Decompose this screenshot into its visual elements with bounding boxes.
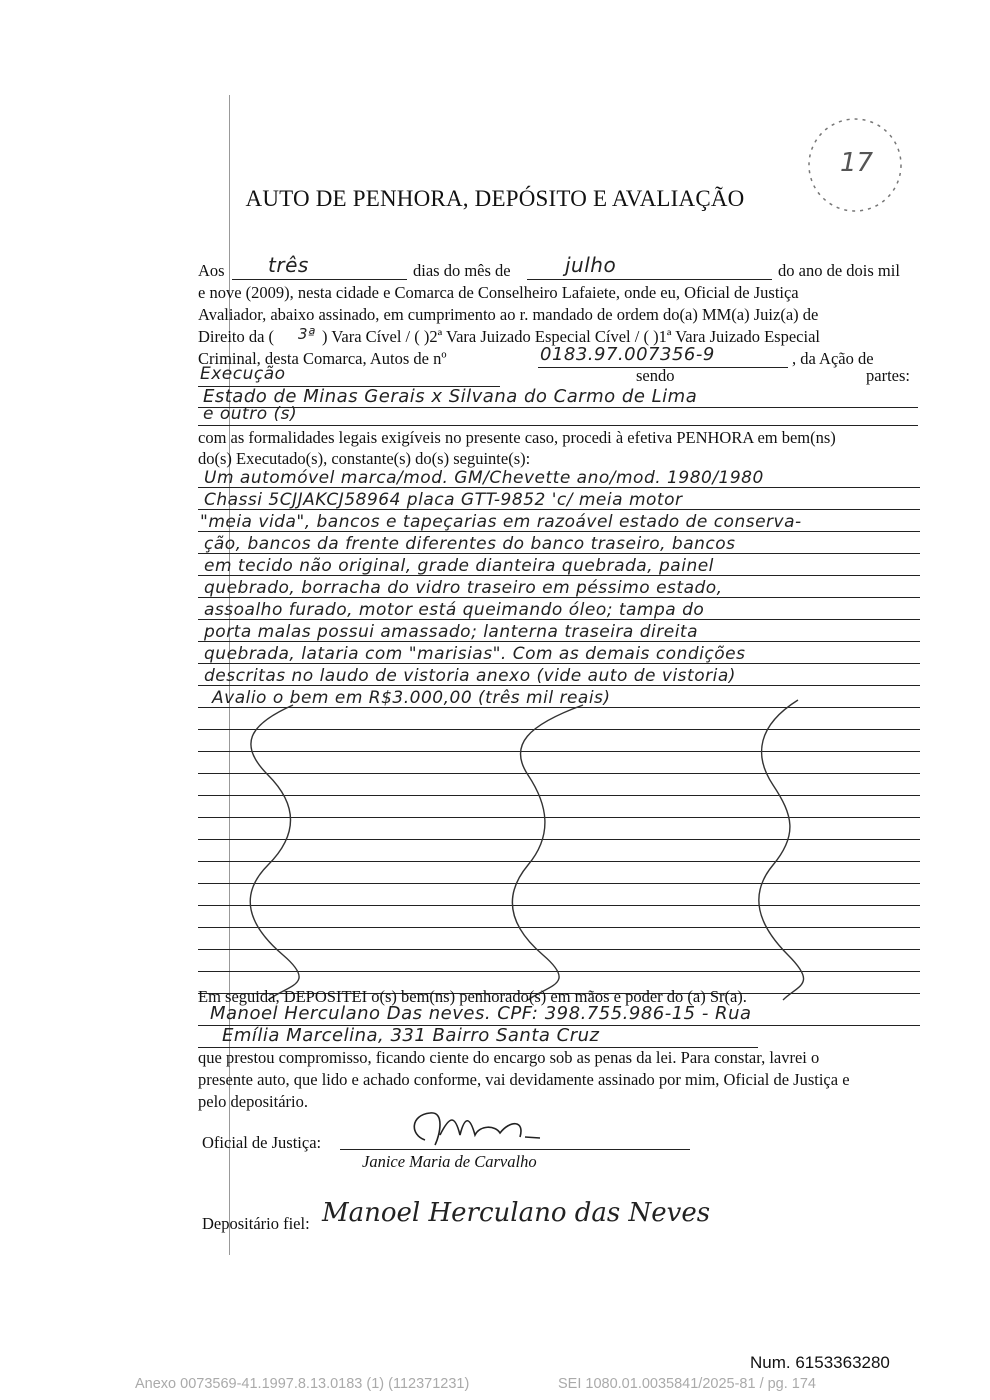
- acao-handwritten: Execução: [200, 364, 286, 384]
- description-lines: [198, 465, 920, 1005]
- p1-line5a: Criminal, desta Comarca, Autos de nº: [198, 349, 447, 368]
- ano-label: do ano de dois mil: [778, 261, 900, 280]
- desc-line: assoalho furado, motor está queimando óleo; tampa do: [204, 600, 705, 620]
- partes-handwritten-1: Estado de Minas Gerais x Silvana do Carmo de Lima: [203, 386, 698, 407]
- sendo-label: sendo: [636, 366, 675, 385]
- p3-line3: presente auto, que lido e achado conforme, vai devidamente assinado por mim, Oficial de Justiça e: [198, 1070, 850, 1089]
- p2-line1: com as formalidades legais exigíveis no presente caso, procedi à efetiva PENHORA em bem(ns): [198, 428, 836, 447]
- depositario-signature: Manoel Herculano das Neves: [322, 1198, 711, 1228]
- oficial-name: Janice Maria de Carvalho: [362, 1152, 537, 1171]
- day-handwritten: três: [268, 253, 309, 277]
- partes-handwritten-2: e outro (s): [203, 404, 298, 424]
- p3-line2: que prestou compromisso, ficando ciente do encargo sob as penas da lei. Para constar, lavrei o: [198, 1048, 820, 1067]
- page-title: AUTO DE PENHORA, DEPÓSITO E AVALIAÇÃO: [245, 186, 745, 211]
- p1-line4a: Direito da (: [198, 327, 275, 346]
- desc-line: ção, bancos da frente diferentes do banco traseiro, bancos: [204, 534, 736, 554]
- depositario-handwritten-1: Manoel Herculano Das neves. CPF: 398.755.986-15 - Rua: [210, 1003, 752, 1024]
- p2-line2: do(s) Executado(s), constante(s) do(s) seguinte(s):: [198, 449, 531, 468]
- depositario-label: Depositário fiel:: [202, 1214, 310, 1233]
- partes-label: partes:: [866, 366, 910, 385]
- footer-anexo: Anexo 0073569-41.1997.8.13.0183 (1) (112371231): [135, 1376, 470, 1392]
- p1-line5b: , da Ação de: [792, 349, 874, 368]
- document-number: Num. 6153363280: [750, 1353, 890, 1372]
- p3-line1: Em seguida, DEPOSITEI o(s) bem(ns) penhorado(s) em mãos e poder do (a) Sr(a).: [198, 987, 747, 1006]
- month-handwritten: julho: [565, 253, 617, 277]
- stamp-number: 17: [840, 148, 874, 178]
- oficial-signature-icon: [400, 1105, 550, 1155]
- desc-line: quebrado, borracha do vidro traseiro em péssimo estado,: [204, 578, 723, 598]
- cancel-strokes: [198, 695, 920, 1005]
- desc-line: "meia vida", bancos e tapeçarias em razoável estado de conserva-: [200, 512, 802, 532]
- aos-label: Aos: [198, 261, 225, 280]
- dias-mes-label: dias do mês de: [413, 261, 511, 280]
- vara-handwritten: 3ª: [298, 325, 316, 343]
- desc-line: quebrada, lataria com "marisias". Com as demais condições: [204, 644, 746, 664]
- oficial-label: Oficial de Justiça:: [202, 1133, 322, 1152]
- desc-line: porta malas possui amassado; lanterna traseira direita: [204, 622, 699, 642]
- footer-sei: SEI 1080.01.0035841/2025-81 / pg. 174: [558, 1376, 816, 1392]
- depositario-handwritten-2: Emília Marcelina, 331 Bairro Santa Cruz: [222, 1025, 600, 1046]
- desc-line: em tecido não original, grade dianteira quebrada, painel: [204, 556, 714, 576]
- desc-line: Um automóvel marca/mod. GM/Chevette ano/mod. 1980/1980: [204, 468, 764, 488]
- p1-line3: Avaliador, abaixo assinado, em cumprimento ao r. mandado de ordem do(a) MM(a) Juiz(a) de: [198, 305, 819, 324]
- desc-line: descritas no laudo de vistoria anexo (vide auto de vistoria): [204, 666, 736, 686]
- autos-number-handwritten: 0183.97.007356-9: [540, 344, 715, 365]
- p1-line4b: ) Vara Cível / ( )2ª Vara Juizado Especial Cível / ( )1ª Vara Juizado Especial: [322, 327, 820, 346]
- desc-line: Avalio o bem em R$3.000,00 (três mil reais): [212, 688, 611, 708]
- p3-line4: pelo depositário.: [198, 1092, 308, 1111]
- p1-line2: e nove (2009), nesta cidade e Comarca de Conselheiro Lafaiete, onde eu, Oficial de Justiça: [198, 283, 799, 302]
- desc-line: Chassi 5CJJAKCJ58964 placa GTT-9852 'c/ meia motor: [204, 490, 683, 510]
